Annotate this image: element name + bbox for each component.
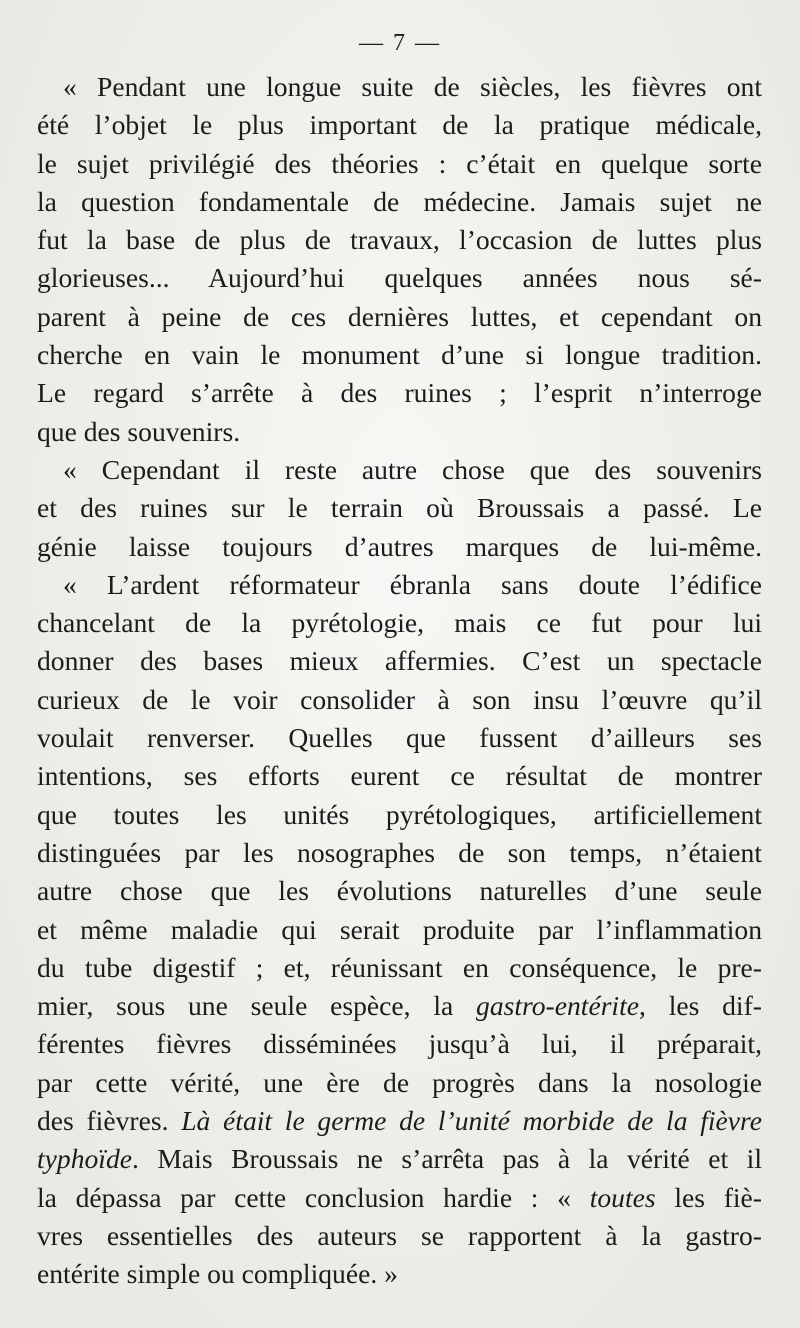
text-line — [37, 604, 762, 642]
text-segment: entérite simple ou compliquée. » — [37, 1258, 398, 1290]
text-segment: fut la base de plus de travaux, l’occasion de luttes plus — [37, 224, 762, 256]
text-line — [37, 374, 762, 412]
text-segment: « L’ardent réformateur ébranla sans doute l’édifice — [63, 568, 762, 600]
page-number: — 7 — — [359, 30, 441, 56]
text-segment: intentions, ses efforts eurent ce résultat de montrer — [37, 760, 762, 792]
text-segment: férentes fièvres disséminées jusqu’à lui, il préparait, — [37, 1028, 762, 1060]
text-segment: autre chose que les évolutions naturelles d’une seule — [37, 875, 762, 907]
italic-text: Là était le germe de l’unité morbide de la fièvre — [181, 1105, 762, 1137]
text-segment: la dépassa par cette conclusion hardie : « — [37, 1181, 590, 1213]
text-line — [37, 413, 762, 451]
text-line — [37, 145, 762, 183]
text-segment: été l’objet le plus important de la pratique médicale, — [37, 109, 762, 141]
text-segment: parent à peine de ces dernières luttes, et cependant on — [37, 300, 762, 332]
text-segment: vres essentielles des auteurs se rapportent à la gastro- — [37, 1219, 762, 1251]
text-line — [37, 1255, 762, 1293]
text-line — [37, 757, 762, 795]
text-line — [37, 183, 762, 221]
text-segment: Le regard s’arrête à des ruines ; l’esprit n’interroge — [37, 377, 762, 409]
text-line — [37, 719, 762, 757]
text-segment: . Mais Broussais ne s’arrêta pas à la vérité et il — [132, 1143, 762, 1175]
text-line — [37, 987, 762, 1025]
italic-text: typhoïde — [37, 1143, 133, 1175]
text-line — [37, 642, 762, 680]
text-segment: génie laisse toujours d’autres marques de lui-même. — [37, 530, 762, 562]
text-line — [37, 872, 762, 910]
text-segment: « Pendant une longue suite de siècles, les fièvres ont — [63, 71, 762, 102]
text-line — [37, 298, 762, 336]
text-line — [37, 1102, 762, 1140]
text-segment: curieux de le voir consolider à son insu l’œuvre qu’il — [37, 683, 762, 715]
text-line — [37, 528, 762, 566]
text-line — [37, 796, 762, 834]
text-line — [37, 566, 762, 604]
text-segment: distinguées par les nosographes de son temps, n’étaient — [37, 836, 762, 868]
text-line — [37, 911, 762, 949]
text-line — [37, 1064, 762, 1102]
text-segment: et même maladie qui serait produite par l’inflammation — [37, 913, 762, 945]
text-segment: que toutes les unités pyrétologiques, artificiellement — [37, 798, 762, 830]
text-line — [37, 834, 762, 872]
text-segment: des fièvres. — [37, 1105, 182, 1137]
text-segment: , les dif- — [639, 990, 762, 1022]
text-line — [37, 451, 762, 489]
text-segment: par cette vérité, une ère de progrès dans la nosologie — [37, 1066, 762, 1098]
text-segment: la question fondamentale de médecine. Jamais sujet ne — [37, 185, 762, 217]
italic-text: gastro-entérite — [476, 990, 640, 1022]
text-segment: chancelant de la pyrétologie, mais ce fut pour lui — [37, 607, 762, 639]
text-line — [37, 1140, 762, 1178]
text-line — [37, 68, 762, 106]
text-segment: glorieuses... Aujourd’hui quelques années nous sé- — [37, 262, 762, 294]
text-line — [37, 336, 762, 374]
text-segment: « Cependant il reste autre chose que des souvenirs — [63, 453, 762, 485]
text-segment: mier, sous une seule espèce, la — [37, 990, 477, 1022]
text-line — [37, 1025, 762, 1063]
text-line — [37, 221, 762, 259]
text-segment: voulait renverser. Quelles que fussent d’ailleurs ses — [37, 722, 762, 754]
text-segment: donner des bases mieux affermies. C’est un spectacle — [37, 645, 762, 677]
text-line — [37, 489, 762, 527]
text-segment: les fiè- — [655, 1181, 762, 1213]
text-segment: le sujet privilégié des théories : c’était en quelque sorte — [37, 147, 762, 179]
body-text — [37, 68, 762, 1294]
text-line — [37, 949, 762, 987]
italic-text: toutes — [589, 1181, 656, 1213]
text-line — [37, 681, 762, 719]
text-segment: et des ruines sur le terrain où Broussais a passé. Le — [37, 492, 762, 524]
text-line — [37, 1179, 762, 1217]
text-segment: du tube digestif ; et, réunissant en conséquence, le pre- — [37, 951, 762, 983]
text-line — [37, 106, 762, 144]
text-line — [37, 1217, 762, 1255]
text-segment: cherche en vain le monument d’une si longue tradition. — [37, 339, 762, 371]
text-line — [37, 259, 762, 297]
text-segment: que des souvenirs. — [37, 415, 241, 447]
